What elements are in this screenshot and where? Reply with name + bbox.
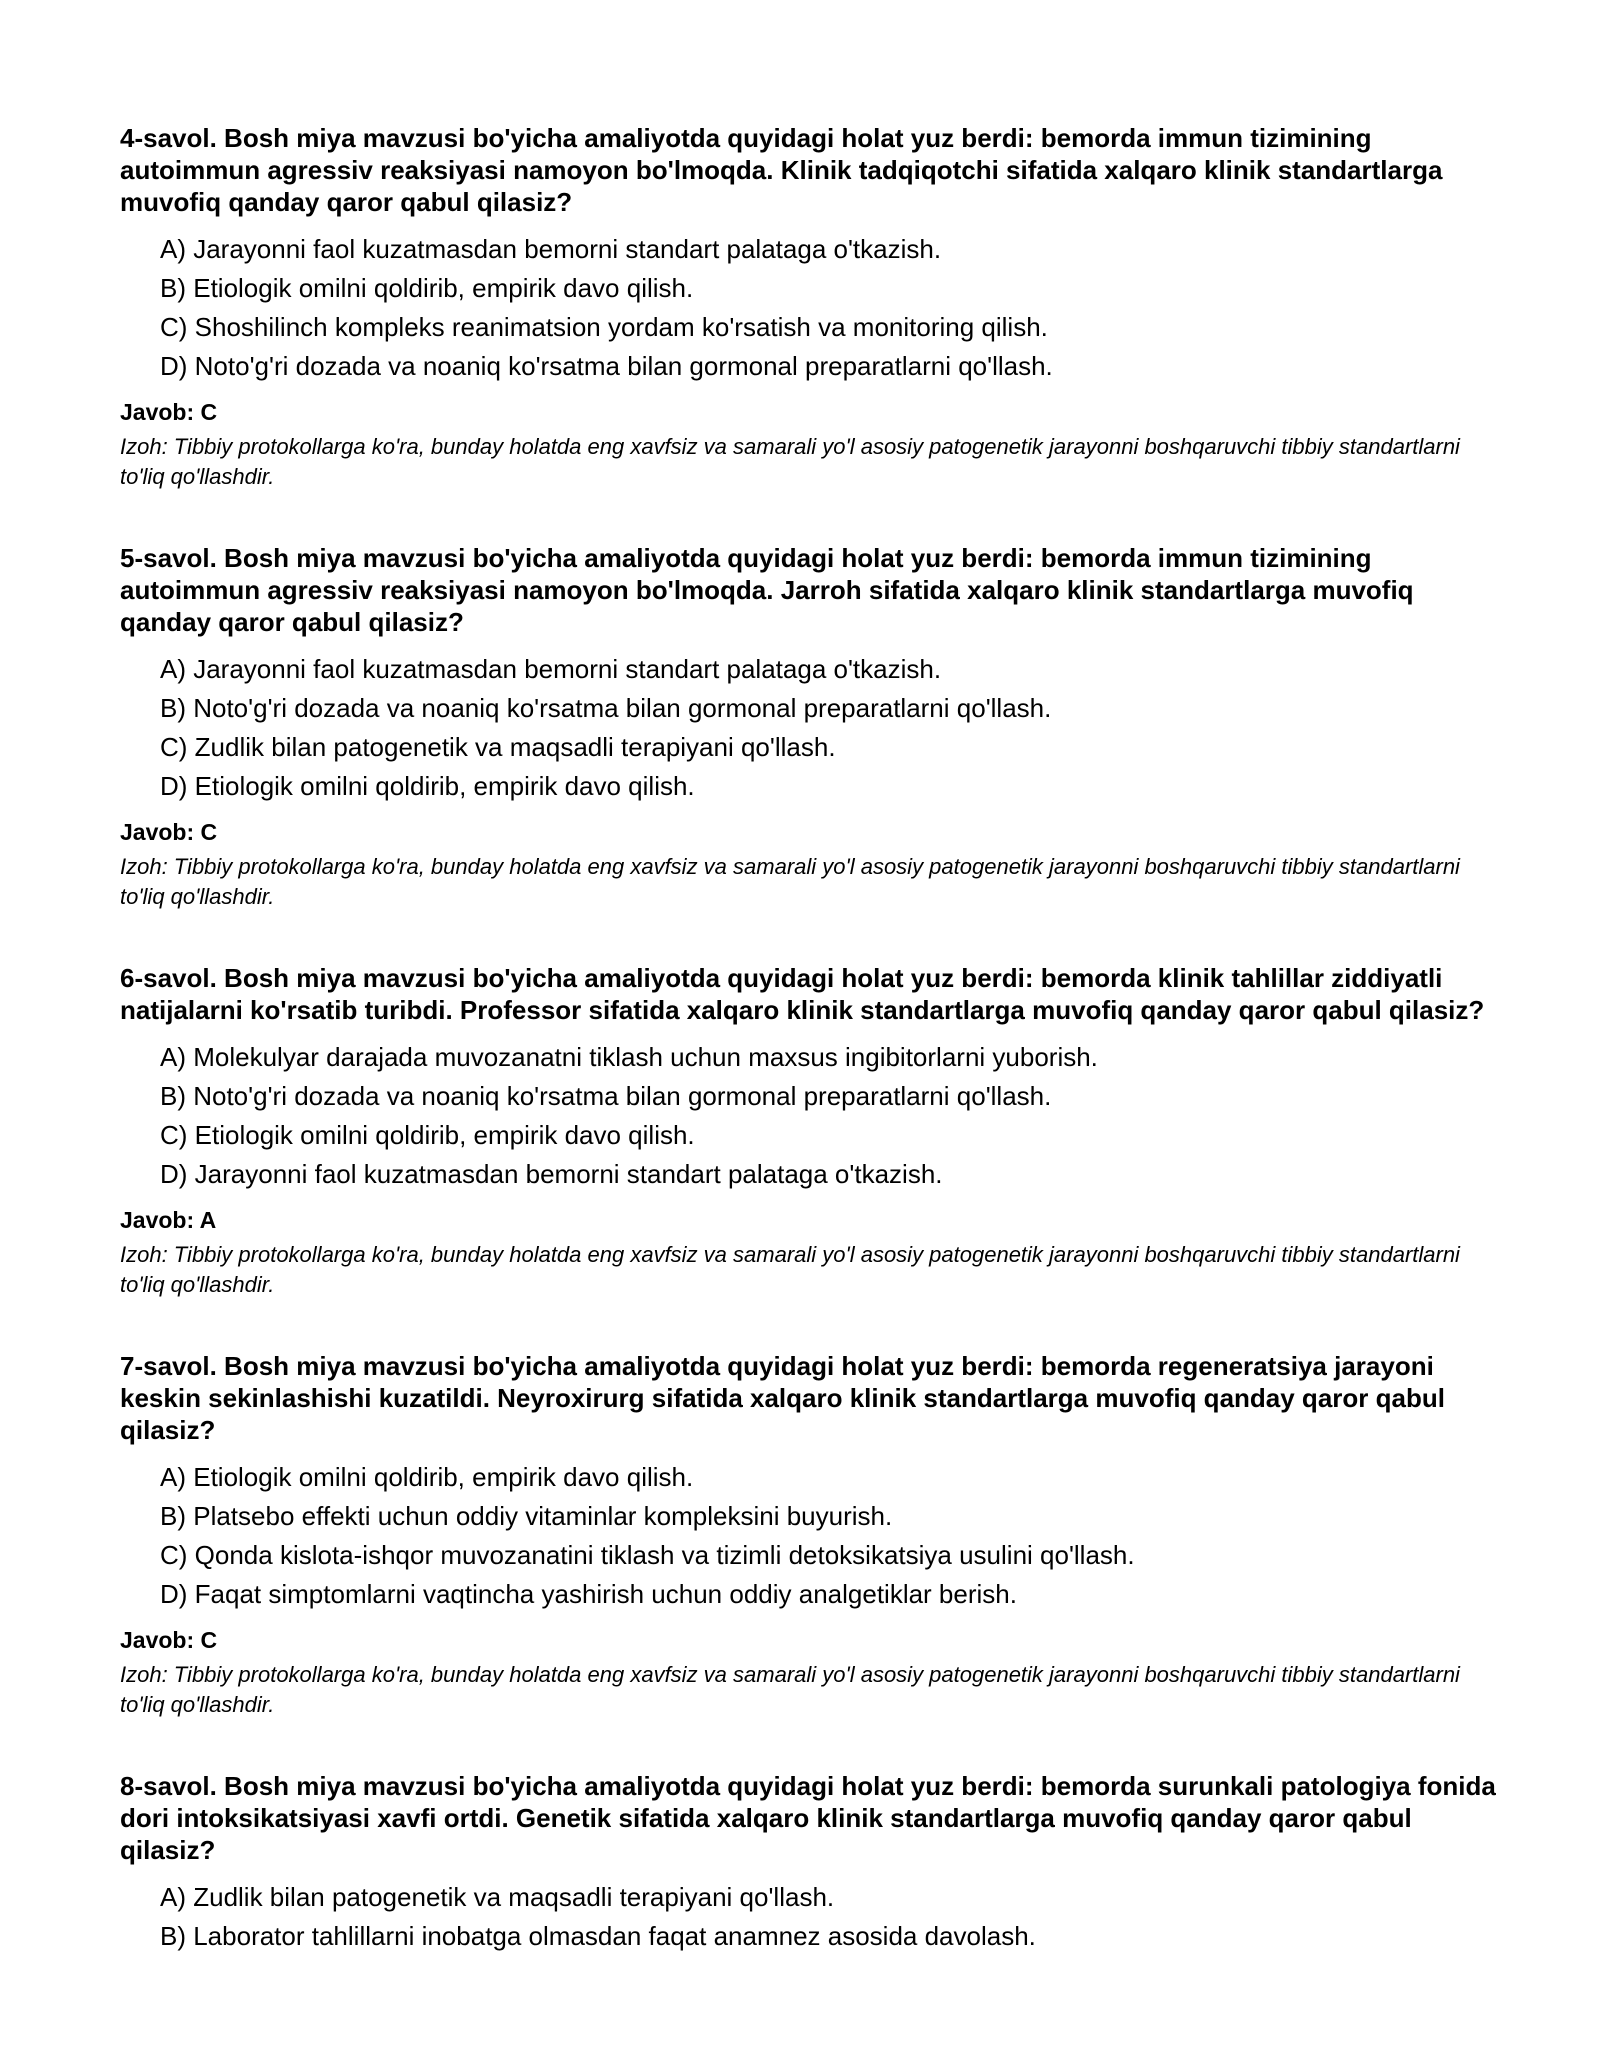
option-c: C) Zudlik bilan patogenetik va maqsadli terapiyani qo'llash. — [160, 732, 836, 762]
explanation-note: Izoh: Tibbiy protokollarga ko'ra, bunday holatda eng xavfsiz va samarali yo'l asosiy patogenetik jarayonni boshqaruvchi tibbiy standartlarni to'liq qo'llashdir. — [120, 1242, 1460, 1297]
explanation-note: Izoh: Tibbiy protokollarga ko'ra, bunday holatda eng xavfsiz va samarali yo'l asosiy patogenetik jarayonni boshqaruvchi tibbiy standartlarni to'liq qo'llashdir. — [120, 1662, 1460, 1717]
option-list — [120, 1458, 1500, 1614]
option-a: A) Molekulyar darajada muvozanatni tiklash uchun maxsus ingibitorlarni yuborish. — [160, 1042, 1098, 1072]
document-page — [120, 122, 1500, 2006]
answer-line: Javob: C — [120, 1627, 218, 1653]
question-block — [120, 1350, 1500, 1720]
option-a: A) Jarayonni faol kuzatmasdan bemorni standart palataga o'tkazish. — [160, 234, 942, 264]
option-d: D) Jarayonni faol kuzatmasdan bemorni standart palataga o'tkazish. — [160, 1159, 943, 1189]
option-list — [120, 230, 1500, 386]
question-block — [120, 122, 1500, 492]
option-a: A) Etiologik omilni qoldirib, empirik davo qilish. — [160, 1462, 694, 1492]
option-d: D) Faqat simptomlarni vaqtincha yashirish uchun oddiy analgetiklar berish. — [160, 1579, 1017, 1609]
answer-line: Javob: C — [120, 819, 218, 845]
option-b: B) Laborator tahlillarni inobatga olmasdan faqat anamnez asosida davolash. — [160, 1921, 1036, 1951]
option-b: B) Platsebo effekti uchun oddiy vitaminlar kompleksini buyurish. — [160, 1501, 893, 1531]
question-title: 5-savol. Bosh miya mavzusi bo'yicha amaliyotda quyidagi holat yuz berdi: bemorda immun tizimining autoimmun agressiv reaksiyasi namoyon bo'lmoqda. Jarroh sifatida xalqaro klinik standartlarga muvofiq qanday qaror qabul qilasiz? — [120, 543, 1414, 637]
option-d: D) Etiologik omilni qoldirib, empirik davo qilish. — [160, 771, 695, 801]
option-list — [120, 650, 1500, 806]
option-list — [120, 1878, 1500, 1956]
option-d: D) Noto'g'ri dozada va noaniq ko'rsatma bilan gormonal preparatlarni qo'llash. — [160, 351, 1053, 381]
question-block — [120, 542, 1500, 912]
question-title: 8-savol. Bosh miya mavzusi bo'yicha amaliyotda quyidagi holat yuz berdi: bemorda surunkali patologiya fonida dori intoksikatsiyasi xavfi ortdi. Genetik sifatida xalqaro klinik standartlarga muvofiq qanday qaror qabul qilasiz? — [120, 1771, 1496, 1865]
option-a: A) Jarayonni faol kuzatmasdan bemorni standart palataga o'tkazish. — [160, 654, 942, 684]
option-b: B) Noto'g'ri dozada va noaniq ko'rsatma bilan gormonal preparatlarni qo'llash. — [160, 1081, 1052, 1111]
option-b: B) Etiologik omilni qoldirib, empirik davo qilish. — [160, 273, 694, 303]
option-b: B) Noto'g'ri dozada va noaniq ko'rsatma bilan gormonal preparatlarni qo'llash. — [160, 693, 1052, 723]
question-block — [120, 962, 1500, 1300]
option-a: A) Zudlik bilan patogenetik va maqsadli terapiyani qo'llash. — [160, 1882, 835, 1912]
question-title: 7-savol. Bosh miya mavzusi bo'yicha amaliyotda quyidagi holat yuz berdi: bemorda regeneratsiya jarayoni keskin sekinlashishi kuzatildi. Neyroxirurg sifatida xalqaro klinik standartlarga muvofiq qanday qaror qabul qilasiz? — [120, 1351, 1445, 1445]
explanation-note: Izoh: Tibbiy protokollarga ko'ra, bunday holatda eng xavfsiz va samarali yo'l asosiy patogenetik jarayonni boshqaruvchi tibbiy standartlarni to'liq qo'llashdir. — [120, 854, 1460, 909]
answer-line: Javob: C — [120, 399, 218, 425]
explanation-note: Izoh: Tibbiy protokollarga ko'ra, bunday holatda eng xavfsiz va samarali yo'l asosiy patogenetik jarayonni boshqaruvchi tibbiy standartlarni to'liq qo'llashdir. — [120, 434, 1460, 489]
question-title: 4-savol. Bosh miya mavzusi bo'yicha amaliyotda quyidagi holat yuz berdi: bemorda immun tizimining autoimmun agressiv reaksiyasi namoyon bo'lmoqda. Klinik tadqiqotchi sifatida xalqaro klinik standartlarga muvofiq qanday qaror qabul qilasiz? — [120, 123, 1443, 217]
option-c: C) Qonda kislota-ishqor muvozanatini tiklash va tizimli detoksikatsiya usulini qo'llash. — [160, 1540, 1135, 1570]
answer-line: Javob: A — [120, 1207, 217, 1233]
option-list — [120, 1038, 1500, 1194]
option-c: C) Etiologik omilni qoldirib, empirik davo qilish. — [160, 1120, 695, 1150]
question-block — [120, 1770, 1500, 1956]
option-c: C) Shoshilinch kompleks reanimatsion yordam ko'rsatish va monitoring qilish. — [160, 312, 1048, 342]
question-title: 6-savol. Bosh miya mavzusi bo'yicha amaliyotda quyidagi holat yuz berdi: bemorda klinik tahlillar ziddiyatli natijalarni ko'rsatib turibdi. Professor sifatida xalqaro klinik standartlarga muvofiq qanday qaror qabul qilasiz? — [120, 963, 1485, 1025]
